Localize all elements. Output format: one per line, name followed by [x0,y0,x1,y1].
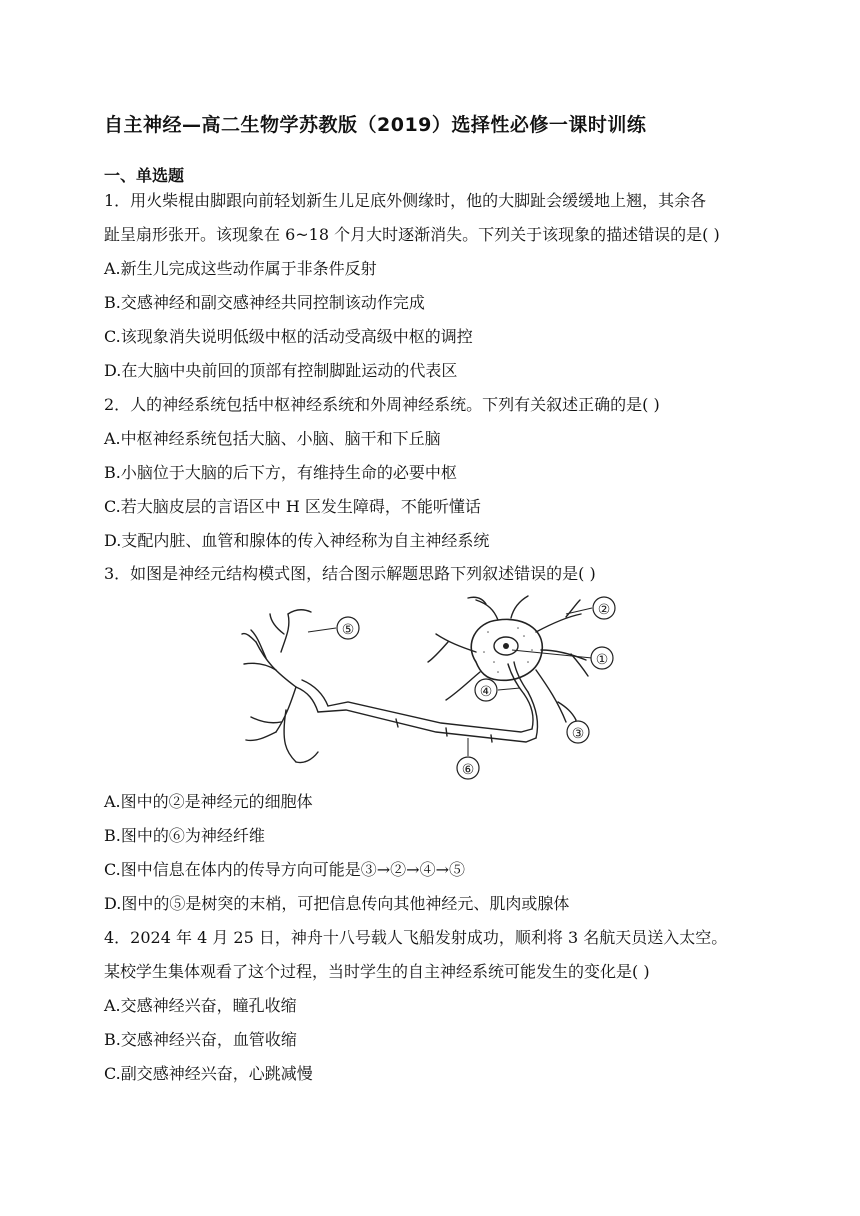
q1-option-b: B.交感神经和副交感神经共同控制该动作完成 [104,293,425,312]
q2-option-a: A.中枢神经系统包括大脑、小脑、脑干和下丘脑 [104,429,441,448]
q2-option-c: C.若大脑皮层的言语区中 H 区发生障碍，不能听懂话 [104,497,481,516]
label-3: ③ [571,726,585,742]
q4-option-a: A.交感神经兴奋，瞳孔收缩 [104,996,297,1015]
q3-option-c: C.图中信息在体内的传导方向可能是③→②→④→⑤ [104,860,465,879]
q2-stem-line-1: 2．人的神经系统包括中枢神经系统和外周神经系统。下列有关叙述正确的是( ) [104,395,660,414]
label-2: ② [597,602,611,618]
q3-option-d: D.图中的⑤是树突的末梢，可把信息传向其他神经元、肌肉或腺体 [104,894,570,913]
document-title: 自主神经—高二生物学苏教版（2019）选择性必修一课时训练 [104,114,647,136]
q4-option-c: C.副交感神经兴奋，心跳减慢 [104,1064,313,1083]
q1-stem-line-2: 趾呈扇形张开。该现象在 6~18 个月大时逐渐消失。下列关于该现象的描述错误的是( ) [104,225,720,244]
q4-option-b: B.交感神经兴奋，血管收缩 [104,1030,297,1049]
label-4: ④ [479,684,493,700]
q4-stem-line-1: 4．2024 年 4 月 25 日，神舟十八号载人飞船发射成功，顺利将 3 名航天员送入太空。 [104,928,728,947]
q3-option-a: A.图中的②是神经元的细胞体 [104,792,313,811]
q1-stem-line-1: 1．用火柴棍由脚跟向前轻划新生儿足底外侧缘时，他的大脚趾会缓缓地上翘，其余各 [104,191,707,210]
q1-option-d: D.在大脑中央前回的顶部有控制脚趾运动的代表区 [104,361,458,380]
section-heading: 一、单选题 [104,166,185,185]
q1-option-c: C.该现象消失说明低级中枢的活动受高级中枢的调控 [104,327,473,346]
neuron-diagram [236,592,656,784]
q2-option-b: B.小脑位于大脑的后下方，有维持生命的必要中枢 [104,463,457,482]
q2-option-d: D.支配内脏、血管和腺体的传入神经称为自主神经系统 [104,531,490,550]
q4-stem-line-2: 某校学生集体观看了这个过程，当时学生的自主神经系统可能发生的变化是( ) [104,962,650,981]
label-1: ① [595,652,609,668]
q1-option-a: A.新生儿完成这些动作属于非条件反射 [104,259,377,278]
q3-option-b: B.图中的⑥为神经纤维 [104,826,265,845]
label-5: ⑤ [341,622,355,638]
q3-stem-line-1: 3．如图是神经元结构模式图，结合图示解题思路下列叙述错误的是( ) [104,564,596,583]
label-6: ⑥ [461,762,475,778]
